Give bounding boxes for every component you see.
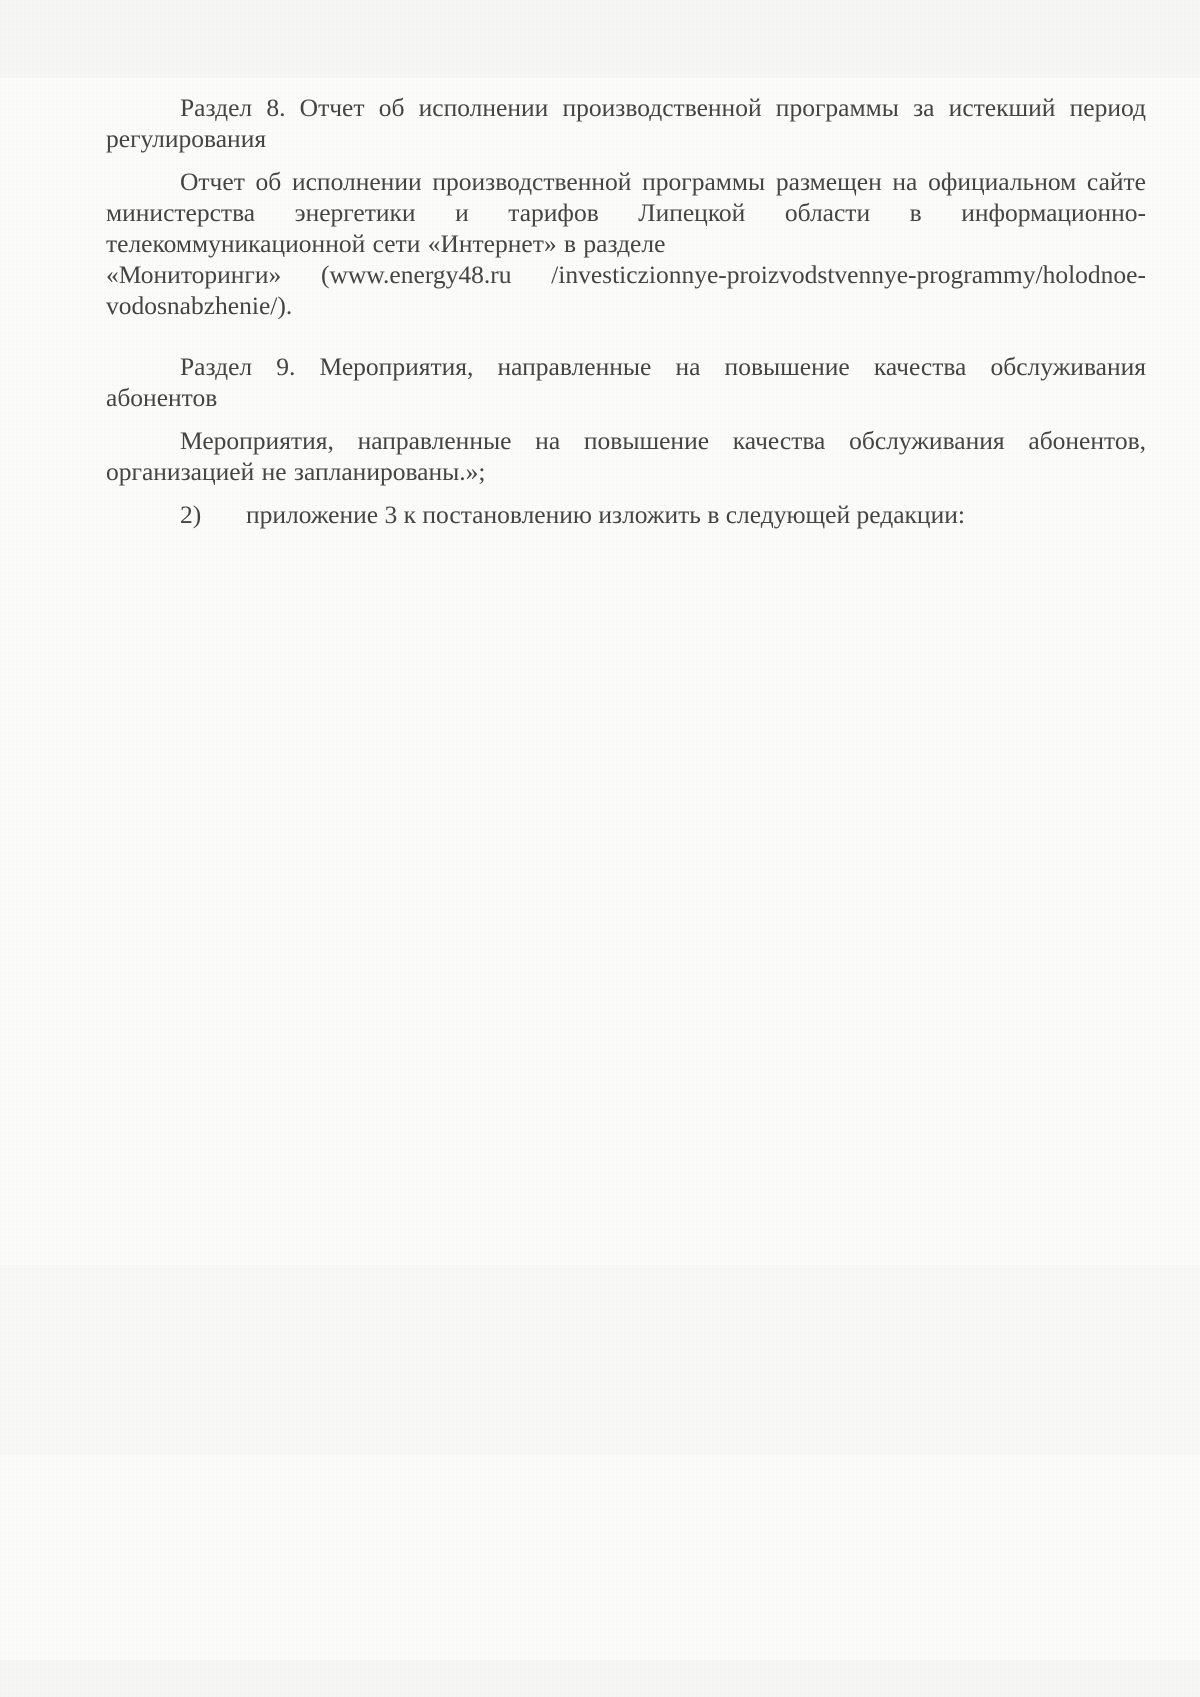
scan-noise-band <box>0 1265 1200 1455</box>
scan-noise-band <box>0 1660 1200 1697</box>
document-content <box>106 92 1146 530</box>
section-9-body: Мероприятия, направленные на повышение качества обслуживания абонентов, организацией не запланированы.»; <box>106 426 1146 486</box>
section-8-heading: Раздел 8. Отчет об исполнении производственной программы за истекший период регулирования <box>106 93 1146 153</box>
section-8-body: Отчет об исполнении производственной программы размещен на официальном сайте министерства энергетики и тарифов Липецкой области в информационно-телекоммуникационной сети «Интернет» в разделе <box>106 167 1146 258</box>
section-8-url-line: «Мониторинги» (www.energy48.ru /investiczionnye-proizvodstvennye-programmy/holodnoe-vodosnabzhenie/). <box>106 260 1146 320</box>
amendment-text: приложение 3 к постановлению изложить в следующей редакции: <box>246 500 965 529</box>
amendment-number: 2) <box>180 500 202 529</box>
amendment-item <box>106 499 1146 530</box>
section-9-heading: Раздел 9. Мероприятия, направленные на повышение качества обслуживания абонентов <box>106 352 1146 412</box>
scan-noise-band <box>0 0 1200 78</box>
